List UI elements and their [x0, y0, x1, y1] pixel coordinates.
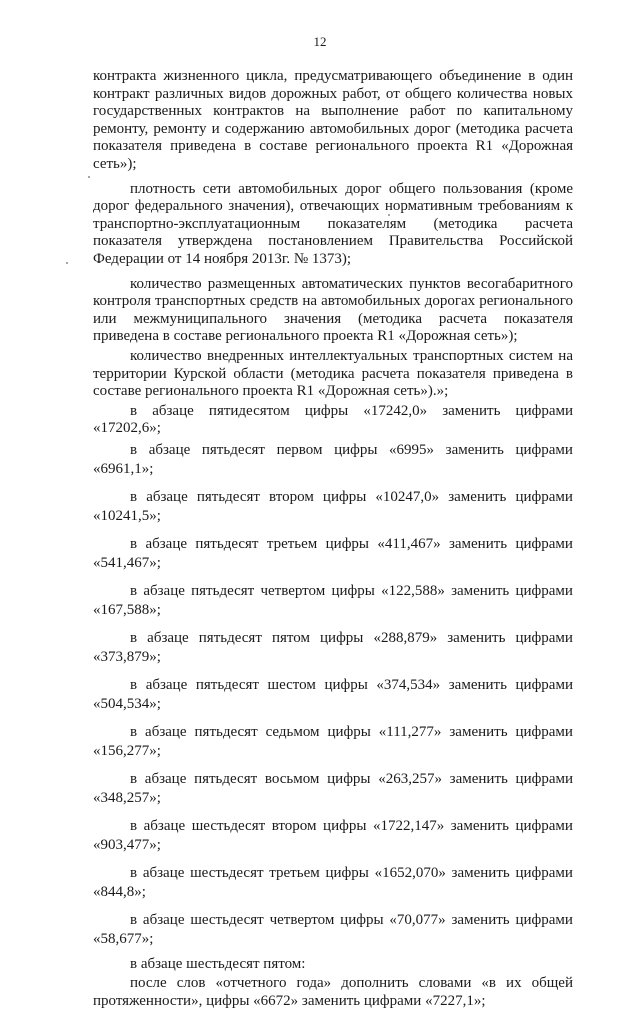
amendment-new-value: «844,8»; [93, 883, 146, 900]
amendment-line [93, 770, 573, 789]
amendment-word: в [130, 817, 138, 834]
amendment-word: заменить [449, 770, 508, 787]
amendment-line [93, 582, 573, 601]
amendment-word: в [130, 770, 138, 787]
amendment-item [93, 770, 573, 808]
amendment-word: цифрами [515, 911, 573, 928]
amendment-word: «70,077» [389, 911, 446, 928]
amendment-word: пятьдесят [201, 441, 265, 458]
amendment-word: цифры [331, 582, 375, 599]
amendment-item [93, 723, 573, 761]
amendment-word: «6995» [389, 441, 435, 458]
amendment-line [93, 488, 573, 507]
amendment-word: пятьдесят [191, 582, 255, 599]
amendment-word: цифры [320, 629, 364, 646]
amendment-word: цифры [324, 676, 368, 693]
amendment-word: цифры [325, 864, 369, 881]
amendment-word: в [130, 629, 138, 646]
amendment-word: шестом [267, 676, 316, 693]
amendment-word: в [130, 723, 138, 740]
amendment-word: абзаце [148, 441, 191, 458]
amendment-word: заменить [449, 723, 508, 740]
paragraph-4: количество внедренных интеллектуальных транспортных систем на территории Курской области (методика расчета показателя приведена в составе регионального проекта R1 «Дорожная сеть»).»; [93, 347, 573, 400]
paragraph-3: количество размещенных автоматических пунктов весогабаритного контроля транспортных средств на автомобильных дорогах регионального или межмуниципального значения (методика расчета показателя приведена в составе регионального проекта R1 «Дорожная сеть»); [93, 275, 573, 345]
amendment-new-value: «156,277»; [93, 742, 161, 759]
amendment-word: первом [276, 441, 323, 458]
amendment-word: восьмом [264, 770, 320, 787]
amendment-word: шестьдесят [191, 817, 266, 834]
amendment-word: в [130, 488, 138, 505]
amendment-word: «411,467» [377, 535, 441, 552]
amendment-line [93, 911, 573, 930]
amendment-word: в [130, 441, 138, 458]
amendment-word: цифры [334, 441, 378, 458]
amendment-word: заменить [447, 629, 506, 646]
amendment-word: шестьдесят [190, 864, 264, 881]
amendment-word: «10247,0» [375, 488, 440, 505]
amendment-line [93, 676, 573, 695]
document-body [93, 68, 573, 1011]
amendment-word: третьем [266, 535, 318, 552]
amendment-item [93, 676, 573, 714]
amendment-line [93, 817, 573, 836]
amendment-new-value: «58,677»; [93, 930, 154, 947]
amendment-word: пятьдесят [198, 629, 262, 646]
amendment-item [93, 864, 573, 902]
amendment-word: пятьдесят [195, 535, 259, 552]
amendment-list [93, 441, 573, 949]
paragraph-6: в абзаце шестьдесят пятом: [130, 955, 306, 972]
amendment-word: цифрами [515, 441, 573, 458]
amendment-word: абзаце [146, 488, 188, 505]
amendment-word: заменить [451, 911, 510, 928]
amendment-new-value: «10241,5»; [93, 507, 161, 524]
amendment-item [93, 535, 573, 573]
amendment-word: в [130, 535, 138, 552]
amendment-word: цифрами [515, 864, 573, 881]
amendment-word: четвертом [260, 582, 326, 599]
amendment-word: третьем [269, 864, 320, 881]
amendment-word: «1722,147» [372, 817, 445, 834]
amendment-word: в [130, 582, 138, 599]
amendment-new-value: «903,477»; [93, 836, 161, 853]
amendment-word: втором [269, 488, 314, 505]
amendment-word: заменить [450, 817, 509, 834]
paragraph-2: плотность сети автомобильных дорог общего пользования (кроме дорог федерального значения), отвечающих нормативным требованиям к транспортно-эксплуатационным показателям (методика расчета показателя утверждена постановлением Правительства Российской Федерации от 14 ноября 2013г. № 1373); [93, 180, 573, 267]
amendment-word: пятьдесят [196, 488, 260, 505]
amendment-item [93, 817, 573, 855]
amendment-word: заменить [448, 535, 508, 552]
amendment-item [93, 629, 573, 667]
amendment-new-value: «504,534»; [93, 695, 161, 712]
scan-speck [388, 214, 390, 216]
amendment-word: цифрами [515, 676, 573, 693]
amendment-new-value: «6961,1»; [93, 460, 154, 477]
amendment-word: абзаце [142, 911, 185, 928]
paragraph-5: в абзаце пятидесятом цифры «17242,0» заменить цифрами «17202,6»; [93, 402, 573, 437]
amendment-word: цифры [327, 723, 371, 740]
amendment-line [93, 723, 573, 742]
amendment-word: цифрами [515, 770, 573, 787]
amendment-word: абзаце [142, 864, 185, 881]
scan-speck [66, 262, 68, 264]
amendment-word: абзаце [145, 723, 187, 740]
amendment-word: абзаце [147, 629, 189, 646]
amendment-item [93, 582, 573, 620]
amendment-word: заменить [445, 441, 504, 458]
amendment-word: цифрами [515, 817, 573, 834]
amendment-word: цифрами [515, 629, 573, 646]
amendment-new-value: «167,588»; [93, 601, 161, 618]
amendment-word: «1652,070» [374, 864, 446, 881]
amendment-word: заменить [448, 676, 507, 693]
amendment-new-value: «373,879»; [93, 648, 161, 665]
amendment-word: шестьдесят [190, 911, 264, 928]
amendment-word: заменить [451, 864, 510, 881]
amendment-word: абзаце [145, 676, 188, 693]
amendment-word: пятьдесят [194, 723, 258, 740]
amendment-line [93, 629, 573, 648]
amendment-line [93, 441, 573, 460]
amendment-word: цифры [323, 817, 367, 834]
amendment-word: цифрами [515, 723, 573, 740]
amendment-word: «374,534» [376, 676, 441, 693]
amendment-new-value: «541,467»; [93, 554, 161, 571]
amendment-item [93, 441, 573, 479]
amendment-word: пятьдесят [194, 770, 258, 787]
amendment-line [93, 535, 573, 554]
amendment-word: четвертом [269, 911, 335, 928]
amendment-word: заменить [448, 488, 507, 505]
amendment-word: цифры [340, 911, 384, 928]
amendment-word: «122,588» [381, 582, 445, 599]
amendment-word: в [130, 676, 138, 693]
amendment-word: пятьдесят [195, 676, 259, 693]
amendment-word: заменить [451, 582, 510, 599]
page-number: 12 [313, 34, 327, 49]
amendment-word: абзаце [145, 535, 188, 552]
paragraph-7: после слов «отчетного года» дополнить словами «в их общей протяженности», цифры «6672» заменить цифрами «7227,1»; [93, 975, 573, 1010]
amendment-word: цифры [322, 488, 367, 505]
amendment-word: цифрами [515, 488, 573, 505]
amendment-word: «288,879» [373, 629, 438, 646]
amendment-line [93, 864, 573, 883]
amendment-word: абзаце [143, 817, 186, 834]
amendment-item [93, 911, 573, 949]
scan-speck [88, 176, 90, 178]
amendment-item [93, 488, 573, 526]
amendment-word: в [130, 864, 138, 881]
paragraph-1: контракта жизненного цикла, предусматривающего объединение в один контракт различных видов дорожных работ, от общего количества новых государственных контрактов на выполнение работ по капитальному ремонту, ремонту и содержанию автомобильных дорог (методика расчета показателя приведена в составе регионального проекта R1 «Дорожная сеть»); [93, 68, 573, 172]
amendment-word: пятом [271, 629, 310, 646]
amendment-word: абзаце [143, 582, 185, 599]
amendment-word: абзаце [144, 770, 187, 787]
amendment-word: цифры [325, 535, 370, 552]
amendment-word: цифры [327, 770, 371, 787]
amendment-word: цифрами [515, 535, 573, 552]
amendment-word: седьмом [265, 723, 320, 740]
amendment-word: цифрами [515, 582, 573, 599]
amendment-word: втором [271, 817, 317, 834]
amendment-word: «111,277» [378, 723, 442, 740]
amendment-word: в [130, 911, 138, 928]
amendment-new-value: «348,257»; [93, 789, 161, 806]
amendment-word: «263,257» [378, 770, 442, 787]
